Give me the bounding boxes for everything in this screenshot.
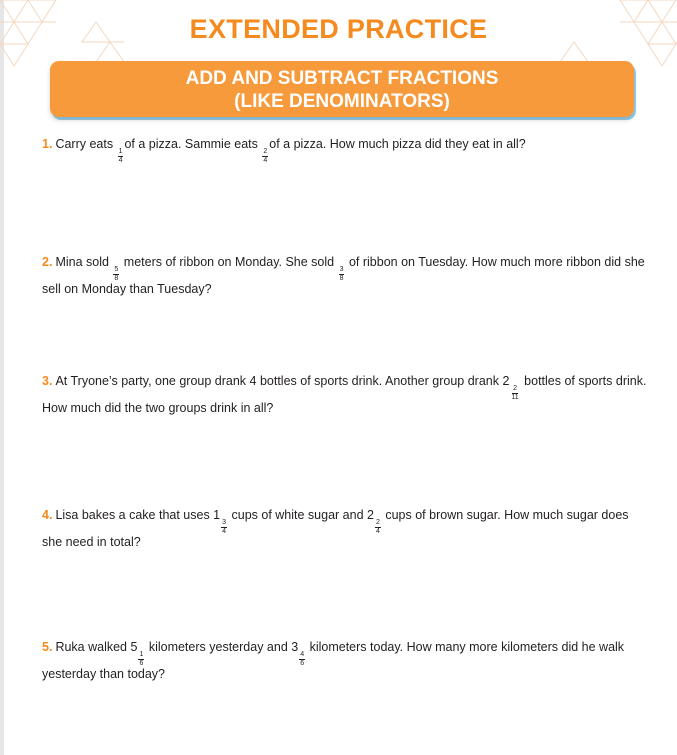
fraction: $\frac{2}{4}$ <box>375 519 380 535</box>
fraction: $\frac{1}{6}$ <box>139 651 144 667</box>
mixed-number: 3 $\frac{4}{6}$ <box>291 640 305 667</box>
page-title: EXTENDED PRACTICE <box>189 14 488 44</box>
fraction: $\frac{1}{4}$ <box>118 148 123 164</box>
question-number: 2. <box>42 255 53 269</box>
question-number: 5. <box>42 640 53 654</box>
question-1: 1. Carry eats $\frac{1}{4}$ of a pizza. Sammie eats $\frac{2}{4}$ of a pizza. How much pizza did they eat in all? <box>42 137 526 164</box>
fraction: $\frac{3}{4}$ <box>222 519 227 535</box>
fraction: $\frac{3}{8}$ <box>339 266 344 282</box>
fraction: $\frac{4}{6}$ <box>300 651 305 667</box>
question-number: 3. <box>42 374 53 388</box>
question-number: 1. <box>42 137 53 151</box>
question-4: 4. Lisa bakes a cake that uses 1 $\frac{3}{4}$ cups of white sugar and 2 $\frac{2}{4}$ cups of brown sugar. How much sugar does she need in total? <box>42 508 629 549</box>
mixed-number: 5 $\frac{1}{6}$ <box>130 640 144 667</box>
fraction: $\frac{5}{8}$ <box>114 266 119 282</box>
mixed-number: 2 $\frac{2}{4}$ <box>367 508 380 535</box>
topic-banner <box>50 61 634 117</box>
mixed-number: 2 $\frac{2}{11}$ <box>502 374 519 401</box>
mixed-number: 1 $\frac{3}{4}$ <box>213 508 227 535</box>
question-number: 4. <box>42 508 53 522</box>
banner-title-line-1: ADD AND SUBTRACT FRACTIONS <box>185 68 499 89</box>
fraction: $\frac{2}{11}$ <box>511 385 519 401</box>
question-2: 2. Mina sold $\frac{5}{8}$ meters of ribbon on Monday. She sold $\frac{3}{8}$ of ribbon on Tuesday. How much more ribbon did she sell on Monday than Tuesday? <box>42 255 645 296</box>
page-edge-rule <box>0 0 4 755</box>
fraction: $\frac{2}{4}$ <box>263 148 268 164</box>
question-3: 3. At Tryone’s party, one group drank 4 bottles of sports drink. Another group drank 2 $\frac{2}{11}$ bottles of sports drink. How much did the two groups drink in all? <box>42 374 647 415</box>
question-5: 5. Ruka walked 5 $\frac{1}{6}$ kilometers yesterday and 3 $\frac{4}{6}$ kilometers today. How many more kilometers did he walk yesterday than today? <box>42 640 625 681</box>
banner-title-line-2: (LIKE DENOMINATORS) <box>234 91 450 112</box>
